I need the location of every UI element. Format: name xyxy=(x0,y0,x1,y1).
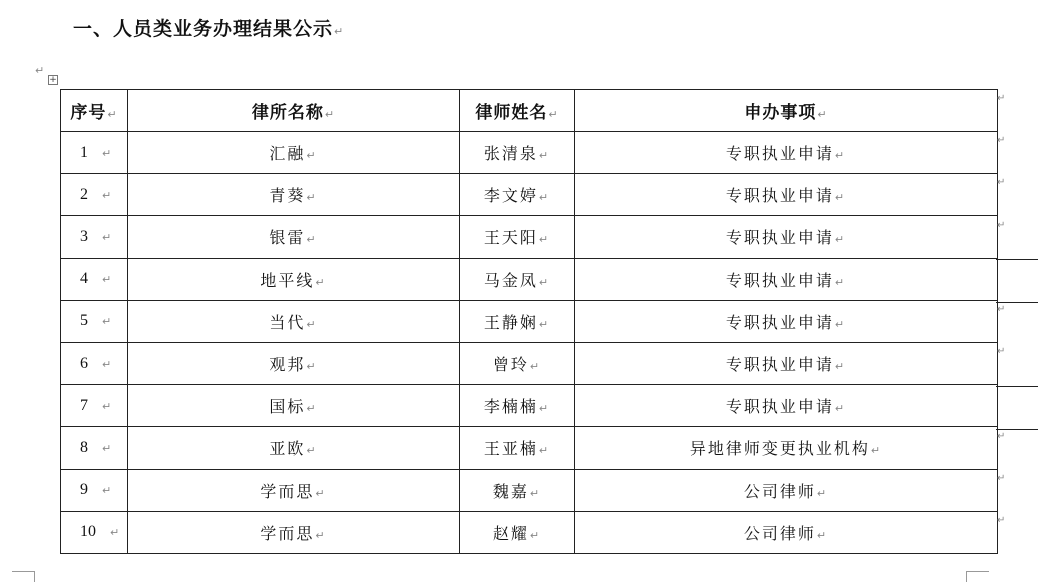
paragraph-mark-icon: ↵ xyxy=(315,486,327,500)
paragraph-mark-icon: ↵ xyxy=(315,275,327,289)
paragraph-mark-icon: ↵ xyxy=(529,528,542,542)
cell-number: 5 ↵ xyxy=(61,300,128,342)
cell-firm: 观邦↵ xyxy=(128,342,460,384)
cell-item: 专职执业申请↵ xyxy=(575,342,998,384)
cell-number: 10 ↵ xyxy=(61,511,128,553)
header-cell-firm: 律所名称↵ xyxy=(128,90,460,132)
table-row xyxy=(61,385,998,427)
paragraph-mark-icon: ↵ xyxy=(102,146,112,160)
paragraph-mark-icon: ↵ xyxy=(306,444,318,458)
paragraph-mark-icon: ↵ xyxy=(306,191,318,205)
paragraph-mark-icon: ↵ xyxy=(306,149,318,163)
cell-lawyer: 王静娴↵ xyxy=(460,300,575,342)
end-of-row-mark-icon: ↵ xyxy=(997,346,1006,358)
cell-firm: 地平线↵ xyxy=(128,258,460,300)
paragraph-mark-icon: ↵ xyxy=(538,233,551,247)
cell-lawyer: 李文婷↵ xyxy=(460,174,575,216)
table-row xyxy=(61,342,998,384)
paragraph-mark-icon: ↵ xyxy=(548,108,559,121)
paragraph-mark-icon: ↵ xyxy=(35,64,45,77)
end-of-row-mark-icon: ↵ xyxy=(997,303,1006,315)
table-move-handle-icon[interactable]: + xyxy=(49,75,57,85)
paragraph-mark-icon: ↵ xyxy=(529,360,542,374)
cell-number: 9 ↵ xyxy=(61,469,128,511)
table-row xyxy=(61,469,998,511)
paragraph-mark-icon: ↵ xyxy=(538,191,551,205)
cell-lawyer: 王天阳↵ xyxy=(460,216,575,258)
cell-lawyer: 李楠楠↵ xyxy=(460,385,575,427)
cell-firm: 学而思↵ xyxy=(128,469,460,511)
end-of-row-mark-icon: ↵ xyxy=(997,219,1006,231)
page-corner-marker xyxy=(12,571,35,582)
end-of-row-mark-icon: ↵ xyxy=(997,93,1006,104)
paragraph-mark-icon: ↵ xyxy=(834,402,847,416)
paragraph-mark-icon: ↵ xyxy=(102,399,112,413)
table-row xyxy=(61,427,998,469)
table-border-stub xyxy=(996,386,1038,430)
paragraph-mark-icon: ↵ xyxy=(870,444,883,458)
heading-text: 一、人员类业务办理结果公示 xyxy=(73,18,334,40)
cell-item: 专职执业申请↵ xyxy=(575,300,998,342)
cell-item: 专职执业申请↵ xyxy=(575,174,998,216)
paragraph-mark-icon: ↵ xyxy=(538,317,551,331)
paragraph-mark-icon: ↵ xyxy=(834,360,847,374)
cell-lawyer: 王亚楠↵ xyxy=(460,427,575,469)
paragraph-mark-icon: ↵ xyxy=(102,484,112,498)
table-border-stub xyxy=(996,259,1038,303)
table-header-row xyxy=(61,90,998,132)
paragraph-mark-icon: ↵ xyxy=(538,275,551,289)
header-cell-lawyer: 律师姓名↵ xyxy=(460,90,575,132)
cell-lawyer: 曾玲↵ xyxy=(460,342,575,384)
table-row xyxy=(61,216,998,258)
paragraph-mark-icon: ↵ xyxy=(834,275,847,289)
end-of-row-mark-icon: ↵ xyxy=(997,177,1006,189)
paragraph-mark-icon: ↵ xyxy=(306,360,318,374)
paragraph-mark-icon: ↵ xyxy=(834,233,847,247)
header-cell-number: 序号↵ xyxy=(61,90,128,132)
end-of-row-markers xyxy=(996,89,1026,553)
paragraph-mark-icon: ↵ xyxy=(817,108,828,121)
cell-item: 专职执业申请↵ xyxy=(575,258,998,300)
paragraph-mark-icon: ↵ xyxy=(816,528,829,542)
cell-lawyer: 马金凤↵ xyxy=(460,258,575,300)
end-of-row-mark-icon: ↵ xyxy=(997,135,1006,147)
paragraph-mark-icon: ↵ xyxy=(306,317,318,331)
cell-number: 7 ↵ xyxy=(61,385,128,427)
paragraph-mark-icon: ↵ xyxy=(834,317,847,331)
paragraph-mark-icon: ↵ xyxy=(334,25,345,38)
paragraph-mark-icon: ↵ xyxy=(315,528,327,542)
end-of-row-mark-icon: ↵ xyxy=(997,472,1006,484)
paragraph-mark-icon: ↵ xyxy=(306,233,318,247)
page-corner-marker xyxy=(966,571,989,582)
paragraph-mark-icon: ↵ xyxy=(102,188,112,202)
header-cell-item: 申办事项↵ xyxy=(575,90,998,132)
paragraph-mark-icon: ↵ xyxy=(102,315,112,329)
table-row xyxy=(61,511,998,553)
paragraph-mark-icon: ↵ xyxy=(324,108,336,121)
paragraph-mark-icon: ↵ xyxy=(107,108,118,121)
cell-number: 4 ↵ xyxy=(61,258,128,300)
paragraph-mark-icon: ↵ xyxy=(102,273,112,287)
cell-item: 专职执业申请↵ xyxy=(575,132,998,174)
results-table xyxy=(60,89,998,554)
end-of-row-mark-icon: ↵ xyxy=(997,430,1006,442)
paragraph-mark-icon: ↵ xyxy=(102,230,112,244)
paragraph-mark-icon: ↵ xyxy=(538,444,551,458)
cell-lawyer: 魏嘉↵ xyxy=(460,469,575,511)
cell-item: 专职执业申请↵ xyxy=(575,216,998,258)
paragraph-mark-icon: ↵ xyxy=(306,402,318,416)
paragraph-mark-icon: ↵ xyxy=(102,441,112,455)
cell-item: 公司律师↵ xyxy=(575,511,998,553)
cell-number: 6 ↵ xyxy=(61,342,128,384)
cell-firm: 学而思↵ xyxy=(128,511,460,553)
table-row xyxy=(61,300,998,342)
cell-firm: 国标↵ xyxy=(128,385,460,427)
paragraph-mark-icon: ↵ xyxy=(102,357,112,371)
cell-number: 2 ↵ xyxy=(61,174,128,216)
end-of-row-mark-icon: ↵ xyxy=(997,514,1006,526)
table-row xyxy=(61,174,998,216)
cell-firm: 汇融↵ xyxy=(128,132,460,174)
cell-item: 公司律师↵ xyxy=(575,469,998,511)
cell-firm: 银雷↵ xyxy=(128,216,460,258)
paragraph-mark-icon: ↵ xyxy=(529,486,542,500)
paragraph-mark-icon: ↵ xyxy=(538,149,551,163)
page-heading xyxy=(73,14,344,41)
table-row xyxy=(61,132,998,174)
cell-lawyer: 赵耀↵ xyxy=(460,511,575,553)
cell-number: 3 ↵ xyxy=(61,216,128,258)
paragraph-mark-icon: ↵ xyxy=(834,191,847,205)
paragraph-mark-icon: ↵ xyxy=(834,149,847,163)
cell-number: 8 ↵ xyxy=(61,427,128,469)
cell-item: 异地律师变更执业机构↵ xyxy=(575,427,998,469)
paragraph-mark-icon: ↵ xyxy=(538,402,551,416)
cell-firm: 青葵↵ xyxy=(128,174,460,216)
cell-number: 1 ↵ xyxy=(61,132,128,174)
cell-lawyer: 张清泉↵ xyxy=(460,132,575,174)
cell-firm: 亚欧↵ xyxy=(128,427,460,469)
table-row xyxy=(61,258,998,300)
paragraph-mark-icon: ↵ xyxy=(110,526,120,540)
cell-item: 专职执业申请↵ xyxy=(575,385,998,427)
cell-firm: 当代↵ xyxy=(128,300,460,342)
paragraph-mark-icon: ↵ xyxy=(816,486,829,500)
